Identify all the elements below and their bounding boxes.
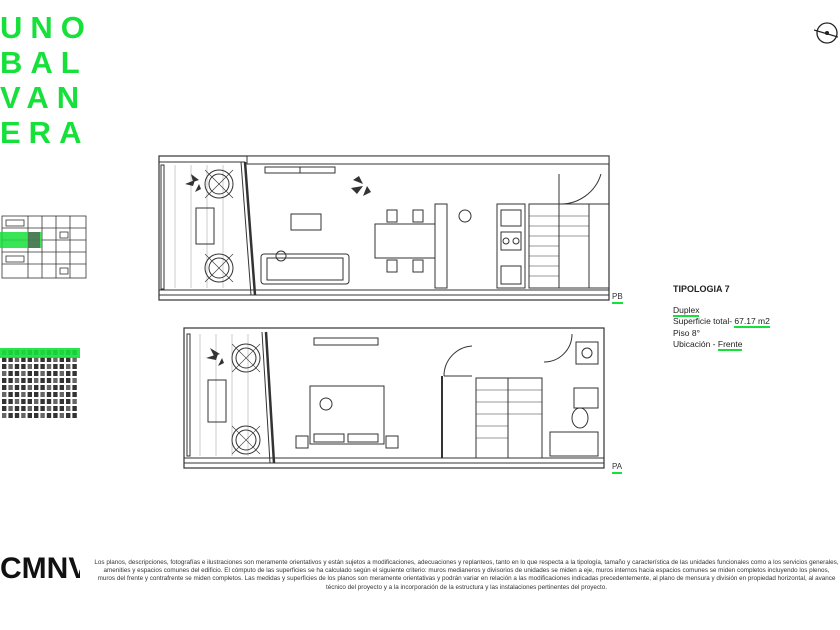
facade-window	[53, 364, 57, 369]
surface-label: Superficie total-	[673, 316, 735, 326]
floor-label-pb-text: PB	[612, 292, 623, 304]
brand-line-2: BAL	[0, 45, 88, 80]
facade-window	[21, 392, 25, 397]
facade-window	[21, 413, 25, 418]
unit-info	[673, 284, 770, 351]
facade-window	[28, 378, 32, 383]
facade-window	[21, 385, 25, 390]
facade-window	[21, 378, 25, 383]
facade-window	[60, 392, 64, 397]
facade-window	[47, 364, 51, 369]
facade-window	[72, 399, 76, 404]
facade-window	[40, 364, 44, 369]
facade-window	[60, 371, 64, 376]
facade-window	[21, 371, 25, 376]
facade-window	[34, 413, 38, 418]
facade-window	[8, 378, 12, 383]
facade-window	[2, 364, 6, 369]
legal-disclaimer: Los planos, descripciones, fotografías e ilustraciones son meramente orientativos y están sujetos a modificaciones, adecuaciones y replanteos, tanto en lo que respecta a la tipología, tamaño y característica de las unidades funcionales como a los servicios generales, amenities y espacios comunes del edificio. El cómputo de las superficies se ha calculado según el siguiente criterio: muros medianeros y divisorios de unidades se miden a eje, muros internos hacia espacios comunes se miden completos incluyendo los plenos, muros del frente y contrafrente se miden completos. Las medidas y superficies de los planos son meramente orientativas y podrán variar en relación a las modificaciones indicadas precedentemente, al plano de mensura y división en propiedad horizontal, al avance técnico del proyecto y a la incorporación de la estructura y las instalaciones pertinentes del proyecto.	[94, 559, 839, 591]
facade-window	[72, 364, 76, 369]
building-section-thumbnail	[0, 212, 88, 280]
facade-window	[8, 371, 12, 376]
facade-window	[2, 378, 6, 383]
unit-floor: Piso 8°	[673, 327, 701, 338]
facade-window	[15, 378, 19, 383]
facade-window	[34, 399, 38, 404]
facade-window	[66, 399, 70, 404]
facade-window	[40, 399, 44, 404]
facade-window	[15, 385, 19, 390]
facade-window	[66, 392, 70, 397]
facade-window	[2, 392, 6, 397]
facade-window	[66, 413, 70, 418]
facade-window	[2, 399, 6, 404]
facade-window	[60, 364, 64, 369]
facade-window	[60, 399, 64, 404]
location-value: Frente	[717, 339, 743, 349]
facade-window	[28, 371, 32, 376]
facade-window	[21, 406, 25, 411]
facade-window	[28, 399, 32, 404]
facade-window	[28, 364, 32, 369]
facade-window	[21, 364, 25, 369]
facade-window	[40, 378, 44, 383]
floor-plan-pa	[180, 322, 612, 472]
facade-window	[47, 399, 51, 404]
location-label: Ubicación -	[673, 339, 718, 349]
facade-window	[53, 413, 57, 418]
building-facade-thumbnail	[0, 344, 80, 424]
facade-window	[72, 385, 76, 390]
facade-window	[34, 371, 38, 376]
facade-window	[28, 392, 32, 397]
facade-window	[8, 364, 12, 369]
facade-window	[40, 413, 44, 418]
north-arrow-icon	[814, 18, 838, 53]
facade-window	[15, 406, 19, 411]
logo-text: CMNV	[0, 552, 80, 585]
facade-window	[47, 371, 51, 376]
facade-window	[53, 371, 57, 376]
facade-window	[34, 406, 38, 411]
facade-window	[72, 413, 76, 418]
facade-window	[34, 364, 38, 369]
facade-window	[66, 406, 70, 411]
floor-label-pa	[612, 462, 622, 471]
facade-window	[66, 385, 70, 390]
facade-window	[60, 385, 64, 390]
facade-window	[40, 406, 44, 411]
brand-line-3: VAN	[0, 80, 88, 115]
facade-window	[47, 413, 51, 418]
facade-window	[60, 413, 64, 418]
surface-value: 67.17 m2	[734, 316, 770, 326]
brand-line-4: ERA	[0, 115, 90, 150]
cmnv-logo	[0, 548, 80, 591]
facade-window	[28, 406, 32, 411]
facade-window	[60, 406, 64, 411]
facade-window	[60, 378, 64, 383]
facade-window	[8, 413, 12, 418]
facade-window	[2, 413, 6, 418]
facade-window	[15, 364, 19, 369]
facade-window	[15, 399, 19, 404]
facade-window	[15, 371, 19, 376]
facade-window	[8, 399, 12, 404]
facade-window	[28, 385, 32, 390]
facade-window	[21, 399, 25, 404]
facade-window	[2, 406, 6, 411]
facade-window	[40, 371, 44, 376]
facade-window	[53, 392, 57, 397]
brand-line-1: UNO	[0, 10, 93, 45]
facade-window	[72, 371, 76, 376]
floor-label-pb	[612, 292, 623, 301]
facade-window	[47, 385, 51, 390]
facade-window	[15, 413, 19, 418]
facade-window	[34, 385, 38, 390]
facade-window	[47, 406, 51, 411]
facade-window	[8, 392, 12, 397]
facade-window	[2, 371, 6, 376]
facade-window	[15, 392, 19, 397]
facade-window	[2, 385, 6, 390]
facade-window	[53, 399, 57, 404]
unit-type: Duplex	[673, 304, 700, 315]
facade-window	[8, 406, 12, 411]
facade-window	[72, 406, 76, 411]
brand-wordmark	[0, 10, 93, 150]
facade-window	[66, 364, 70, 369]
facade-window	[8, 385, 12, 390]
facade-window	[47, 392, 51, 397]
facade-window	[47, 378, 51, 383]
facade-window	[72, 378, 76, 383]
facade-window	[34, 378, 38, 383]
floor-label-pa-text: PA	[612, 462, 622, 474]
facade-window	[66, 371, 70, 376]
floor-plan-pb	[155, 150, 620, 305]
facade-window	[40, 385, 44, 390]
unit-title: TIPOLOGIA 7	[673, 284, 730, 294]
facade-window	[72, 392, 76, 397]
facade-window	[28, 413, 32, 418]
facade-window	[34, 392, 38, 397]
facade-window	[53, 378, 57, 383]
facade-window	[53, 385, 57, 390]
facade-window	[53, 406, 57, 411]
facade-window	[66, 378, 70, 383]
facade-window	[40, 392, 44, 397]
